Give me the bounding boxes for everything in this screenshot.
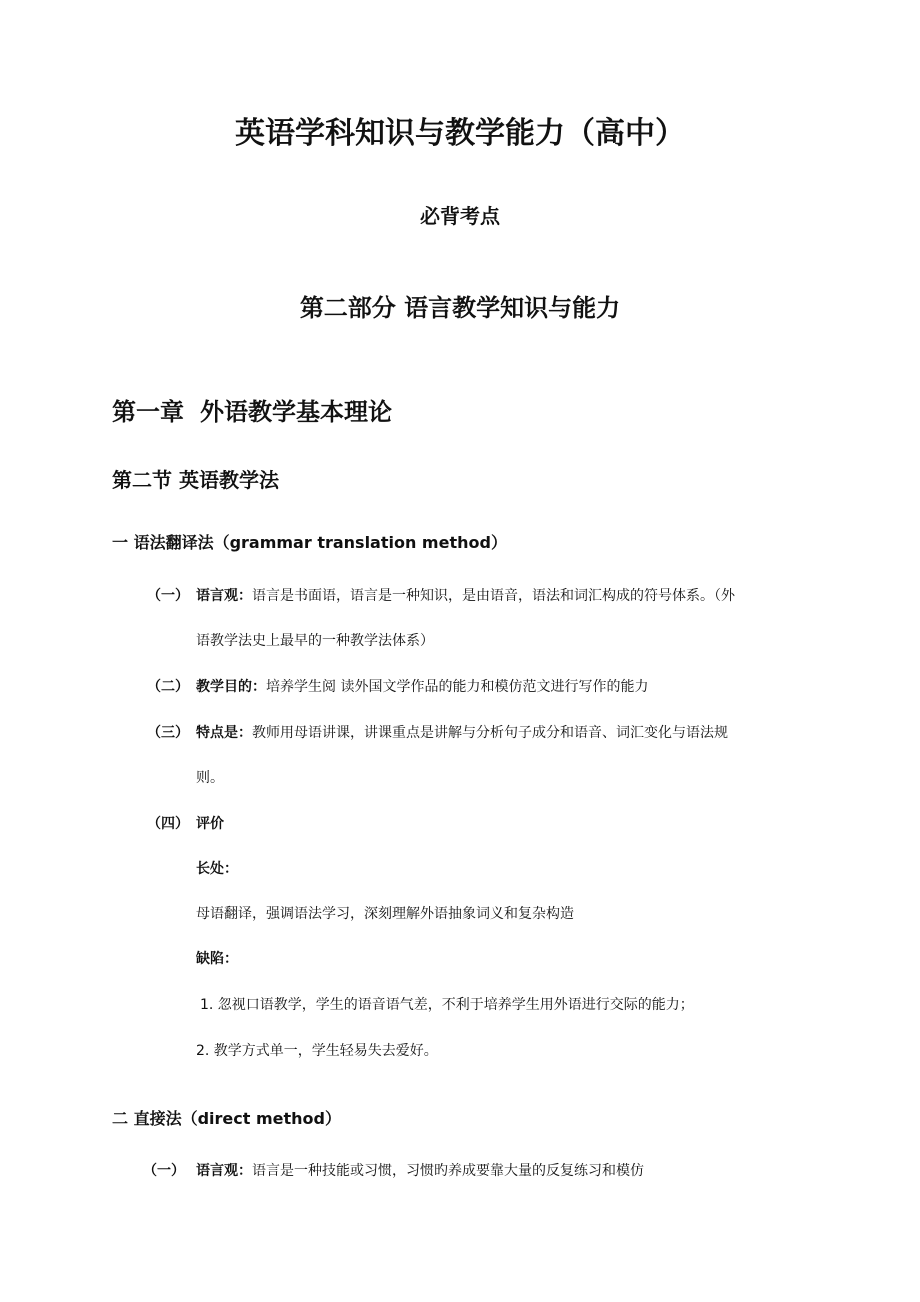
pros-text: 母语翻译，强调语法学习，深刻理解外语抽象词义和复杂构造: [196, 906, 574, 922]
item-features: [196, 722, 728, 742]
chapter-title: 外语教学基本理论: [200, 398, 392, 426]
item-language-view: [196, 1160, 644, 1180]
item-number: （一）: [147, 588, 189, 604]
item-label: 语言观：: [196, 588, 252, 604]
item-language-view: [196, 585, 735, 605]
item-continuation: 语教学法史上最早的一种教学法体系）: [196, 633, 434, 649]
item-text: 培养学生阅 读外国文学作品的能力和模仿范文进行写作的能力: [266, 679, 649, 695]
item-number: （二）: [147, 679, 189, 695]
pros-label: 长处：: [196, 861, 238, 877]
chapter-heading: [112, 392, 392, 427]
document-subtitle: 必背考点: [420, 204, 500, 228]
cons-label: 缺陷：: [196, 951, 238, 967]
method-heading-direct: 二 直接法（direct method）: [112, 1109, 341, 1128]
item-evaluation-label: 评价: [196, 816, 224, 832]
part-heading: 第二部分 语言教学知识与能力: [299, 294, 621, 322]
cons-item: 2. 教学方式单一，学生轻易失去爱好。: [196, 1043, 438, 1059]
item-text: 教师用母语讲课，讲课重点是讲解与分析句子成分和语音、词汇变化与语法规: [252, 725, 728, 741]
item-number: （三）: [147, 725, 189, 741]
item-teaching-goal: [196, 676, 648, 696]
item-label: 语言观：: [196, 1163, 252, 1179]
chapter-label: 第一章: [112, 398, 184, 426]
item-label: 教学目的：: [196, 679, 266, 695]
item-text: 语言是一种技能或习惯，习惯旳养成要靠大量的反复练习和模仿: [252, 1163, 644, 1179]
item-number: （一）: [143, 1163, 185, 1179]
item-continuation: 则。: [196, 770, 224, 786]
method-heading-grammar-translation: 一 语法翻译法（grammar translation method）: [112, 533, 507, 552]
item-number: （四）: [147, 816, 189, 832]
item-text: 语言是书面语，语言是一种知识，是由语音，语法和词汇构成的符号体系。（外: [252, 588, 735, 604]
section-heading: 第二节 英语教学法: [112, 468, 279, 492]
cons-item: 1. 忽视口语教学，学生的语音语气差，不利于培养学生用外语进行交际的能力；: [200, 997, 694, 1013]
item-label: 特点是：: [196, 725, 252, 741]
document-title: 英语学科知识与教学能力（高中）: [235, 116, 685, 151]
